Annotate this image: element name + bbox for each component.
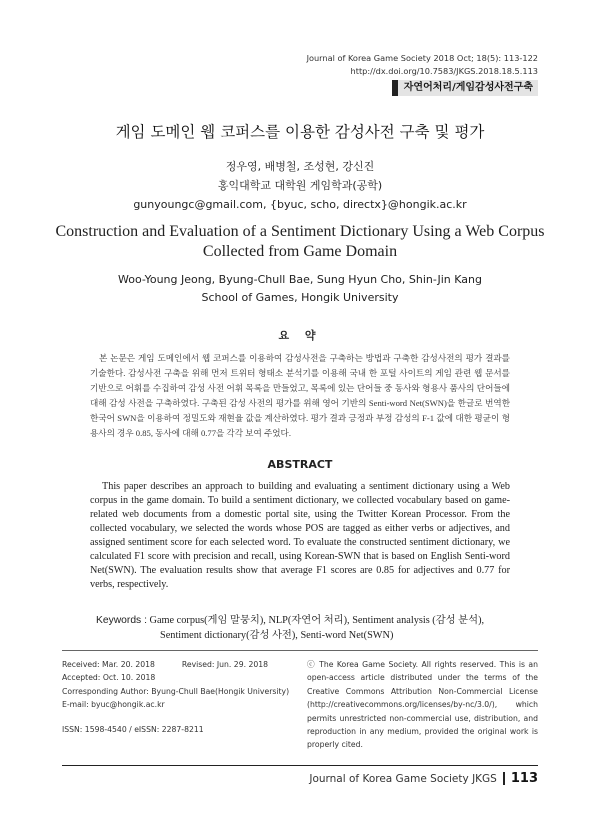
title-english: Construction and Evaluation of a Sentiment Dictionary Using a Web Corpus Collected from Game Domain	[55, 223, 545, 260]
article-info	[62, 658, 294, 736]
keywords-line-2	[96, 629, 516, 644]
corresponding-author: Corresponding Author: Byung-Chull Bae(Hongik University)	[62, 686, 290, 696]
info-divider	[62, 650, 538, 651]
authors-english: Woo-Young Jeong, Byung-Chull Bae, Sung Hyun Cho, Shin-Jin Kang	[118, 273, 482, 286]
dates-line	[62, 658, 294, 671]
affiliation-english: School of Games, Hongik University	[201, 291, 399, 304]
keywords-text-2: Sentiment dictionary(감성 사전), Senti-word Net(SWN)	[160, 629, 394, 641]
corresponding-email: E-mail: byuc@hongik.ac.kr	[62, 700, 165, 710]
authors-korean: 정우영, 배병철, 조성현, 강신진	[225, 160, 375, 173]
footer-journal-name: Journal of Korea Game Society JKGS	[309, 772, 497, 785]
affiliation-korean: 홍익대학교 대학원 게임학과(공학)	[217, 179, 383, 192]
authors-english-block	[0, 271, 600, 307]
korean-abstract-heading: 요 약	[278, 329, 322, 342]
keywords-block	[96, 614, 516, 643]
page-footer	[309, 771, 538, 786]
page-number: 113	[510, 771, 538, 786]
category-marker	[392, 80, 398, 96]
revised-date: Revised: Jun. 29. 2018	[181, 660, 269, 669]
license-notice: ⓒ The Korea Game Society. All rights reserved. This is an open-access article distributed under the terms of the Creative Commons Attribution Non-Commercial License (http://creativecommons.org/licenses/by-nc/3.0/), which permits unrestricted non-commercial use, distribution, and reproduction in any medium, provided the original work is properly cited.	[307, 660, 538, 750]
doi-link[interactable]: http://dx.doi.org/10.7583/JKGS.2018.18.5.113	[350, 66, 538, 76]
keywords-text-1: Game corpus(게임 말뭉치), NLP(자연어 처리), Sentiment analysis (감성 분석),	[149, 615, 485, 626]
title-korean: 게임 도메인 웹 코퍼스를 이용한 감성사전 구축 및 평가	[115, 123, 485, 141]
journal-citation: Journal of Korea Game Society 2018 Oct; 18(5): 113-122	[306, 53, 538, 63]
english-abstract-body: This paper describes an approach to building and evaluating a sentiment dictionary using a Web corpus in the game domain. To build a sentiment dictionary, we collected vocabulary based on game-related web documents from a domestic portal site, using the Twitter Korean Processor. From the collected vocabulary, we selected the words whose POS are tagged as either verbs or adjectives, and assigned sentiment score for each selected word. To evaluate the constructed sentiment dictionary, we calculated F1 score with precision and recall, using Korean-SWN that is based on English Senti-word Net(SWN). The evaluation results show that average F1 scores are 0.85 for adjectives and 0.77 for verbs, respectively.	[90, 481, 510, 590]
footer-rule	[62, 765, 538, 766]
keywords-line-1	[96, 614, 516, 629]
issn: ISSN: 1598-4540 / eISSN: 2287-8211	[62, 724, 204, 734]
english-abstract-heading: ABSTRACT	[267, 458, 333, 471]
author-emails: gunyoungc@gmail.com, {byuc, scho, directx}@hongik.ac.kr	[133, 198, 467, 211]
accepted-date: Accepted: Oct. 10. 2018	[62, 673, 156, 683]
category-label: 자연어처리/게임감성사전구축	[403, 82, 533, 93]
footer-separator	[503, 772, 505, 785]
received-date: Received: Mar. 20. 2018	[62, 660, 155, 669]
korean-abstract-body: 본 논문은 게임 도메인에서 웹 코퍼스를 이용하여 감성사전을 구축하는 방법과 구축한 감성사전의 평가 결과를 기술한다. 감성사전 구축을 위해 먼저 트위터 형태소 분석기를 이용해 국내 한 포털 사이트의 게임 관련 웹 문서를 기반으로 어휘를 수집하여 감성 사전 어휘 목록을 만들었고, 목록에 있는 단어들 중 동사와 형용사 품사의 단어들에 대해 감성 사전을 구축하였다. 구축된 감성 사전의 평가를 위해 영어 기반의 Senti-word Net(SWN)을 한글로 번역한 한국어 SWN을 이용하여 정밀도와 재현율 값을 계산하였다. 평가 결과 긍정과 부정 감성의 F-1 값에 대한 평균이 형용사의 경우 0.85, 동사에 대해 0.77을 각각 보여 주었다.	[90, 353, 510, 438]
journal-header	[307, 52, 538, 78]
category-badge	[392, 80, 538, 96]
authors-korean-block	[0, 157, 600, 214]
keywords-label: Keywords :	[96, 615, 147, 626]
